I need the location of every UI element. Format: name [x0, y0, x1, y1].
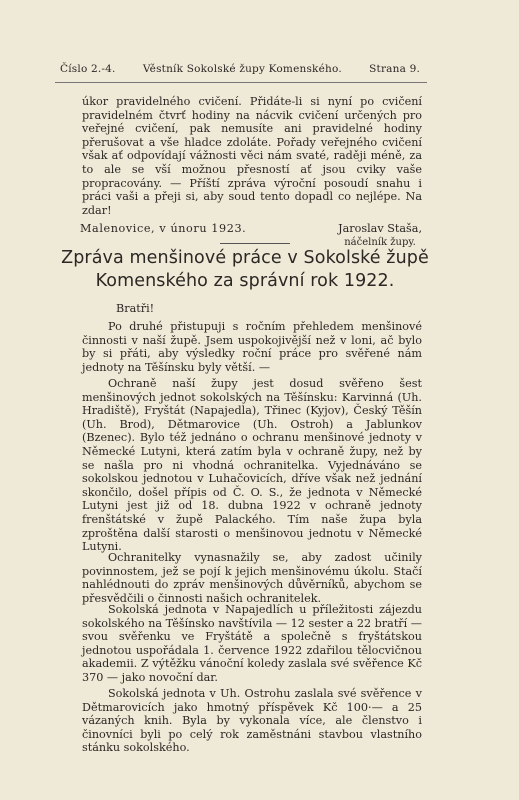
paragraph-2: Ochraně naší župy jest dosud svěřeno šest menšinových jednot sokolských na Těšínsku: Karvinná (Uh. Hradiště), Fryštát (Napajedla), Třinec (Kyjov), Český Těšín (Uh. Brod), Dětmarovice (Uh. Ostroh) a Jablunkov (Bzenec). Bylo též jednáno o ochranu menšinové jednoty v Německé Lutyni, která zatím byla v ochraně župy, než by se našla pro ni vhodná ochranitelka. Vyjednáváno se sokolskou jednotou v Luhačovicích, dříve však než jednání skončilo, došel přípis od Č. O. S., že jednota v Německé Lutyni jest již od 18. dubna 1922 v ochraně jednoty frenštátské v župě Palackého. Tím naše župa byla zproštěna další starosti o menšinovou jednotu v Německé Lutyni.	[82, 377, 422, 554]
article-body-3	[82, 551, 422, 605]
article-body-4	[82, 603, 422, 685]
greeting: Bratři!	[116, 302, 155, 315]
place-date: Malenovice, v únoru 1923.	[80, 222, 247, 235]
article-body-5	[82, 687, 422, 755]
signatory	[338, 222, 422, 249]
paragraph-1: Po druhé přistupuji s ročním přehledem menšinové činnosti v naší župě. Jsem uspokojivější než v loni, ač bylo by si přáti, aby výsledky roční práce pro svěřené nám jednoty na Těšínsku byly větší. —	[82, 320, 422, 374]
signatory-role: náčelník župy.	[344, 237, 416, 248]
section-divider	[220, 243, 290, 244]
paragraph-3: Ochranitelky vynasnažily se, aby zadost učinily povinnostem, jež se pojí k jejich menšinovému úkolu. Stačí nahlédnouti do zpráv menšinových důvěrníků, abychom se přesvědčili o činnosti našich ochranitelek.	[82, 551, 422, 605]
signatory-name: Jaroslav Staša,	[338, 222, 422, 235]
article-body-2	[82, 377, 422, 554]
issue-number: Číslo 2.-4.	[60, 63, 116, 75]
running-header	[60, 63, 420, 75]
header-rule	[55, 82, 427, 83]
intro-paragraph: úkor pravidelného cvičení. Přidáte-li si nyní po cvičení pravidelném čtvrť hodiny na nácvik cvičení určených pro veřejné cvičení, pak nemusíte ani pravidelné hodiny přerušovat a vše hladce zdoláte. Pořady veřejného cvičení však ať odpovídají vážnosti věci nám svaté, raději méně, za to ale se vší možnou přesností ať jsou cviky vaše propracovány. — Příští zpráva výroční posoudí snahu i práci vaši a přeji si, aby soud tento dopadl co nejlépe. Na zdar!	[82, 95, 422, 217]
journal-title: Věstník Sokolské župy Komenského.	[142, 63, 342, 75]
paragraph-5: Sokolská jednota v Uh. Ostrohu zaslala své svěřence v Dětmarovicích jako hmotný příspěvek Kč 100·— a 25 vázaných knih. Byla by vykonala více, ale členstvo i činovníci byli po celý rok zaměstnáni stavbou vlastního stánku sokolského.	[82, 687, 422, 755]
intro-text	[82, 95, 422, 217]
article-body	[82, 320, 422, 374]
page-number: Strana 9.	[369, 63, 420, 75]
paragraph-4: Sokolská jednota v Napajedlích u příležitosti zájezdu sokolského na Těšínsko navštívila — 12 sester a 22 bratří — svou svěřenku ve Fryštátě a společně s fryštátskou jednotou uspořádala 1. července 1922 zdařilou tělocvičnou akademii. Z výtěžku vánoční koledy zaslala své svěřence Kč 370 — jako novoční dar.	[82, 603, 422, 684]
article-title: Zpráva menšinové práce v Sokolské župě Komenského za správní rok 1922.	[61, 248, 429, 291]
